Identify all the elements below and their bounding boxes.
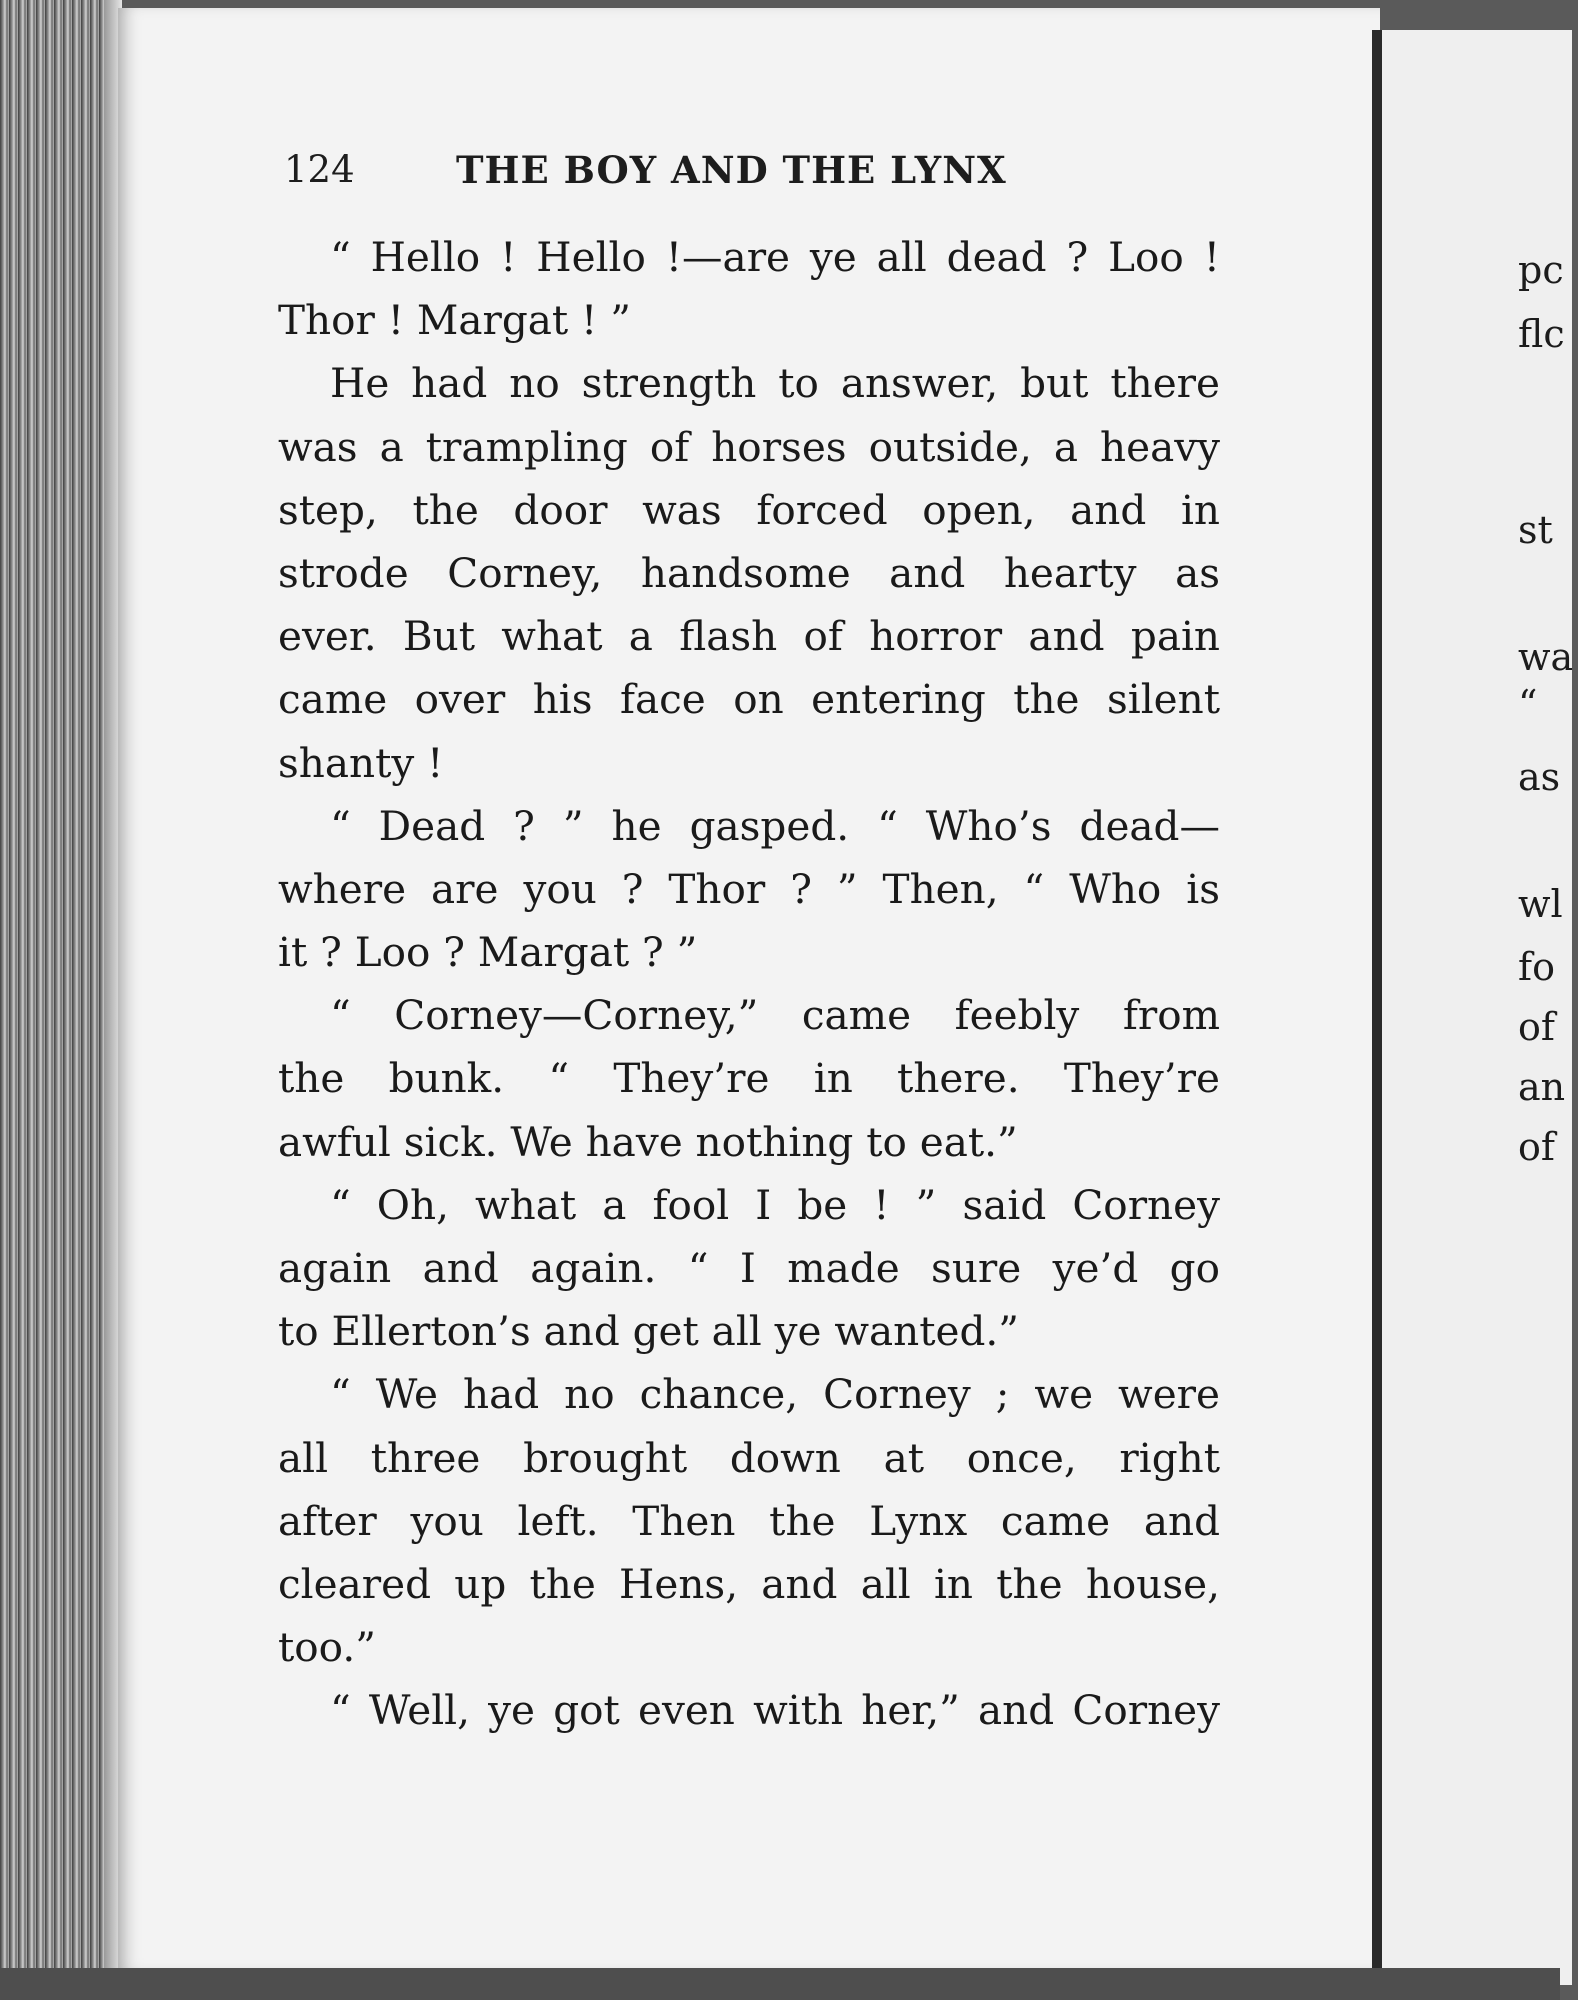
facing-page-fragment: fo [1518, 945, 1555, 989]
text-line: where are you ? Thor ? ” Then, “ Who is [278, 864, 1220, 913]
text-line: “ Hello ! Hello !—are ye all dead ? Loo ! [330, 233, 1220, 281]
text-line: too.” [278, 1623, 376, 1672]
body-text [278, 226, 1220, 1743]
facing-page-fragment: pc [1518, 248, 1564, 292]
text-line: came over his face on entering the silent [278, 675, 1220, 724]
facing-page-fragment: “ [1518, 682, 1538, 726]
text-line: strode Corney, handsome and hearty as [278, 548, 1220, 597]
text-line: step, the door was forced open, and in [278, 485, 1220, 534]
book-gutter [1372, 30, 1382, 1980]
text-line: “ Oh, what a fool I be ! ” said Corney [330, 1180, 1220, 1229]
facing-page-fragment: of [1518, 1125, 1555, 1169]
text-line: after you left. Then the Lynx came and [278, 1496, 1220, 1545]
facing-page-fragment: wa [1518, 635, 1574, 679]
page-number: 124 [284, 148, 355, 191]
facing-page-fragment: flc [1518, 312, 1565, 356]
text-line: all three brought down at once, right [278, 1433, 1220, 1482]
running-title: THE BOY AND THE LYNX [456, 148, 1007, 192]
facing-page-fragment: of [1518, 1005, 1555, 1049]
text-line: Thor ! Margat ! ” [278, 296, 631, 345]
facing-page-fragments [1518, 0, 1578, 2000]
facing-page-fragment: st [1518, 508, 1553, 552]
text-line: “ We had no chance, Corney ; we were [330, 1370, 1220, 1419]
text-line: was a trampling of horses outside, a heavy [278, 422, 1220, 471]
text-line: to Ellerton’s and get all ye wanted.” [278, 1307, 1019, 1356]
text-line: ever. But what a flash of horror and pain [278, 612, 1220, 661]
facing-page-fragment: wl [1518, 882, 1563, 926]
text-line: awful sick. We have nothing to eat.” [278, 1117, 1018, 1166]
text-line: again and again. “ I made sure ye’d go [278, 1244, 1220, 1292]
text-line: the bunk. “ They’re in there. They’re [278, 1054, 1220, 1103]
text-line: “ Corney—Corney,” came feebly from [330, 991, 1220, 1040]
page-stack-edge [0, 0, 120, 2000]
text-line: it ? Loo ? Margat ? ” [278, 928, 698, 977]
text-line: cleared up the Hens, and all in the house, [278, 1559, 1220, 1608]
facing-page-fragment: as [1518, 755, 1561, 799]
text-line: shanty ! [278, 738, 444, 787]
text-line: “ Dead ? ” he gasped. “ Who’s dead— [330, 801, 1220, 850]
text-line: He had no strength to answer, but there [330, 359, 1220, 408]
facing-page-fragment: an [1518, 1065, 1566, 1109]
scanner-bottom-edge [0, 1968, 1560, 2000]
text-line: “ Well, ye got even with her,” and Corney [330, 1686, 1220, 1735]
